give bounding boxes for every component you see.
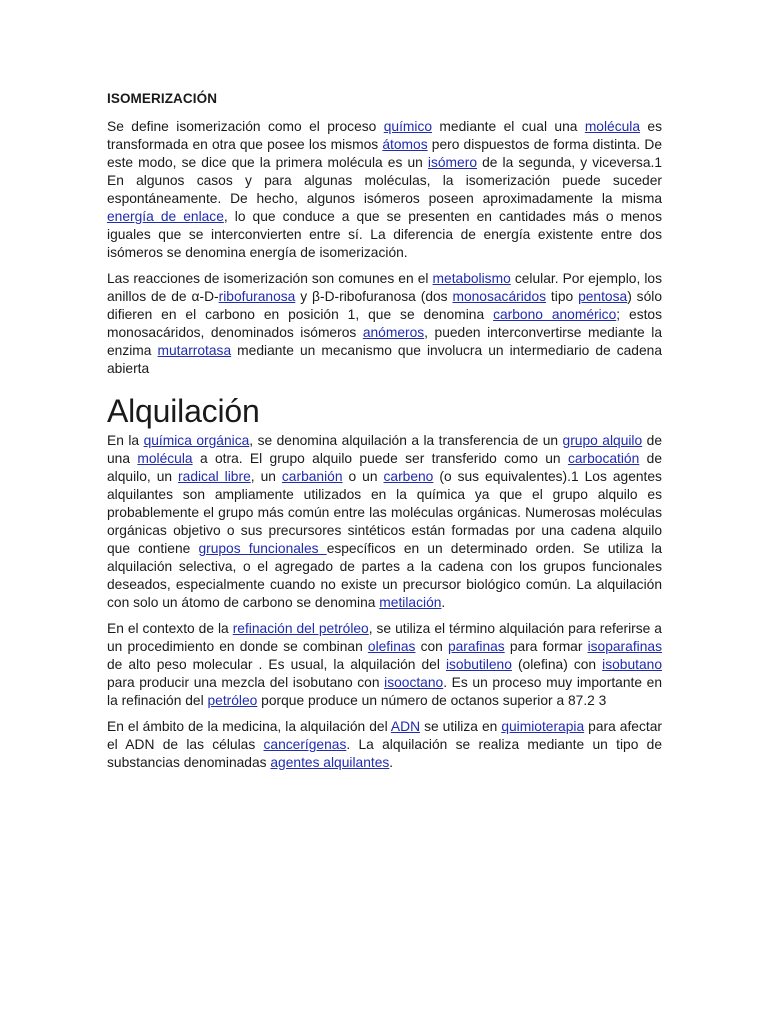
text-run: de una <box>107 433 663 466</box>
text-run: con <box>415 639 448 654</box>
text-run: En la <box>107 433 144 448</box>
section-title-alquilacion: Alquilación <box>107 393 260 429</box>
paragraph <box>107 718 662 772</box>
hyperlink[interactable]: molécula <box>137 451 193 466</box>
text-run: . La alquilación se realiza mediante un tipo de substancias denominadas <box>107 737 663 770</box>
text-run: Se define isomerización como el proceso <box>107 119 384 134</box>
hyperlink[interactable]: metabolismo <box>432 271 511 286</box>
hyperlink[interactable]: agentes alquilantes <box>270 755 390 770</box>
hyperlink[interactable]: carbocatión <box>567 451 640 466</box>
hyperlink[interactable]: carbono anomérico <box>493 307 617 322</box>
text-run: de la segunda, y viceversa.1 En algunos casos y para algunas moléculas, la isomerización puede suceder espontáneamente. De hecho, algunos isómeros poseen aproximadamente la misma <box>107 155 663 206</box>
text-run: . <box>389 755 394 770</box>
hyperlink[interactable]: átomos <box>382 137 428 152</box>
hyperlink[interactable]: grupos funcionales <box>198 541 327 556</box>
text-run: para afectar el ADN de las células <box>107 719 662 752</box>
section-title-isomerizacion: ISOMERIZACIÓN <box>107 91 218 106</box>
hyperlink[interactable]: isobutano <box>602 657 662 672</box>
text-run: se utiliza en <box>420 719 502 734</box>
hyperlink[interactable]: quimioterapia <box>501 719 585 734</box>
hyperlink[interactable]: cancerígenas <box>263 737 347 752</box>
hyperlink[interactable]: químico <box>383 119 433 134</box>
text-run: de alquilo, un <box>107 451 662 484</box>
hyperlink[interactable]: anómeros <box>362 325 425 340</box>
hyperlink[interactable]: energía de enlace <box>107 209 224 224</box>
text-run: celular. Por ejemplo, los anillos de de α-D- <box>107 271 662 304</box>
hyperlink[interactable]: monosacáridos <box>452 289 547 304</box>
text-run: En el contexto de la <box>107 621 233 636</box>
text-run: Las reacciones de isomerización son comunes en el <box>107 271 433 286</box>
hyperlink[interactable]: molécula <box>584 119 641 134</box>
text-run: ) sólo difieren en el carbono en posición 1, que se denomina <box>107 289 662 322</box>
paragraph <box>107 118 662 262</box>
hyperlink[interactable]: carbeno <box>383 469 434 484</box>
text-run: , se denomina alquilación a la transferencia de un <box>249 433 563 448</box>
text-run: de alto peso molecular . Es usual, la alquilación del <box>107 657 446 672</box>
text-run: , se utiliza el término alquilación para referirse a un procedimiento en donde se combinan <box>107 621 662 654</box>
hyperlink[interactable]: isobutileno <box>445 657 512 672</box>
text-run: a otra. El grupo alquilo puede ser transferido como un <box>192 451 568 466</box>
hyperlink[interactable]: pentosa <box>578 289 628 304</box>
text-run: para producir una mezcla del isobutano con <box>107 675 385 690</box>
hyperlink[interactable]: isooctano <box>384 675 444 690</box>
document-content <box>107 90 662 780</box>
hyperlink[interactable]: parafinas <box>447 639 505 654</box>
text-run: tipo <box>546 289 579 304</box>
text-run: En el ámbito de la medicina, la alquilación del <box>107 719 391 734</box>
text-run: , pueden interconvertirse mediante la enzima <box>107 325 662 358</box>
hyperlink[interactable]: refinación del petróleo <box>232 621 369 636</box>
text-run: para formar <box>504 639 588 654</box>
hyperlink[interactable]: metilación <box>379 595 442 610</box>
text-run: específicos en un determinado orden. Se utiliza la alquilación selectiva, o el agregado de partes a la cadena con los grupos funcionales deseados, especialmente cuando no existe un precursor biológico común. La alquilación con solo un átomo de carbono se denomina <box>107 541 662 610</box>
paragraph <box>107 620 662 710</box>
hyperlink[interactable]: olefinas <box>367 639 416 654</box>
text-run: pero dispuestos de forma distinta. De este modo, se dice que la primera molécula es un <box>107 137 662 170</box>
text-run: es transformada en otra que posee los mismos <box>107 119 662 152</box>
text-run: y β-D-ribofuranosa (dos <box>295 289 453 304</box>
hyperlink[interactable]: ADN <box>390 719 421 734</box>
hyperlink[interactable]: isoparafinas <box>587 639 662 654</box>
hyperlink[interactable]: petróleo <box>207 693 258 708</box>
text-run: . Es un proceso muy importante en la refinación del <box>107 675 662 708</box>
text-run: mediante un mecanismo que involucra un intermediario de cadena abierta <box>107 343 662 376</box>
hyperlink[interactable]: carbanión <box>281 469 343 484</box>
hyperlink[interactable]: radical libre <box>178 469 251 484</box>
text-run: (olefina) con <box>511 657 603 672</box>
text-run: o un <box>342 469 384 484</box>
paragraph <box>107 270 662 378</box>
text-run: ; estos monosacáridos, denominados isómeros <box>107 307 662 340</box>
hyperlink[interactable]: isómero <box>427 155 477 170</box>
text-run: . <box>441 595 446 610</box>
hyperlink[interactable]: grupo alquilo <box>562 433 643 448</box>
hyperlink[interactable]: química orgánica <box>143 433 250 448</box>
hyperlink[interactable]: mutarrotasa <box>157 343 232 358</box>
text-run: (o sus equivalentes).1 Los agentes alquilantes son ampliamente utilizados en la química ya que el grupo alquilo es probablemente el grupo más común entre las moléculas orgánicas. Numerosas moléculas orgánicas objetivo o sus precursores sintéticos están formadas por una cadena alquilo que contiene <box>107 469 662 556</box>
text-run: mediante el cual una <box>432 119 585 134</box>
text-run: porque produce un número de octanos superior a 87.2 3 <box>257 693 607 708</box>
paragraph <box>107 432 662 612</box>
hyperlink[interactable]: ribofuranosa <box>218 289 296 304</box>
text-run: , lo que conduce a que se presenten en cantidades más o menos iguales que se interconvierten entre sí. La diferencia de energía existente entre dos isómeros se denomina energía de isomerización. <box>107 209 662 260</box>
text-run: , un <box>250 469 282 484</box>
